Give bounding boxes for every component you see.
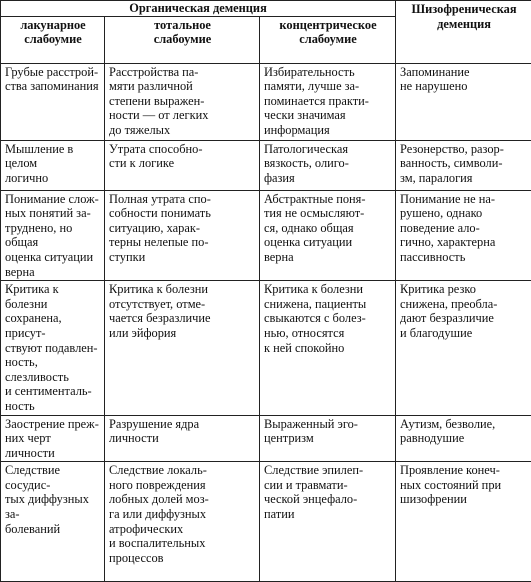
organic-dementia-header: Органическая деменция [1,1,396,17]
table-row [1,415,531,462]
table-cell: Критика к болезни сохранена, присут- ствуют подавлен- ность, слезливость и сентименталь- ность [1,281,105,415]
table-cell: Следствие локаль- ного повреждения лобных долей моз- га или диффузных атрофических и воспалительных процессов [105,462,260,582]
table-cell: Проявление конеч- ных состояний при шизофрении [396,462,531,582]
schizophrenic-dementia-header: Шизофреническая деменция [396,1,531,64]
lacunar-dementia-header: лакунарное слабоумие [1,16,105,63]
table-cell: Понимание слож- ных понятий за- труднено, но общая оценка ситуации верна [1,190,105,281]
table-cell: Понимание не на- рушено, однако поведение ало- гично, характерна пассивность [396,190,531,281]
table-row [1,63,531,140]
table-row [1,462,531,582]
table-row [1,190,531,281]
table-cell: Критика к болезни снижена, пациенты свыкаются с болез- нью, относятся к ней спокойно [260,281,396,415]
table-row [1,140,531,190]
table-cell: Избирательность памяти, лучше за- поминается практи- чески значимая информация [260,63,396,140]
table-header-row [1,1,531,17]
table-cell: Разрушение ядра личности [105,415,260,462]
table-cell: Резонерство, разор- ванность, символи- зм, паралогия [396,140,531,190]
table-cell: Выраженный эго- центризм [260,415,396,462]
table-cell: Следствие сосудис- тых диффузных за- болеваний [1,462,105,582]
table-cell: Абстрактные поня- тия не осмысляют- ся, однако общая оценка ситуации верна [260,190,396,281]
table-cell: Расстройства па- мяти различной степени выражен- ности — от легких до тяжелых [105,63,260,140]
table-cell: Грубые расстрой- ства запоминания [1,63,105,140]
table-cell: Следствие эпилеп- сии и травмати- ческой энцефало- патии [260,462,396,582]
table-cell: Полная утрата спо- собности понимать ситуацию, харак- терны нелепые по- ступки [105,190,260,281]
table-cell: Патологическая вязкость, олиго- фазия [260,140,396,190]
concentric-dementia-header: концентрическое слабоумие [260,16,396,63]
table-cell: Критика к болезни отсутствует, отме- чается безразличие или эйфория [105,281,260,415]
table-row [1,281,531,415]
table-cell: Запоминание не нарушено [396,63,531,140]
table-cell: Заострение преж- них черт личности [1,415,105,462]
table-cell: Критика резко снижена, преобла- дают безразличие и благодушие [396,281,531,415]
table-cell: Аутизм, безволие, равнодушие [396,415,531,462]
table-cell: Мышление в целом логично [1,140,105,190]
total-dementia-header: тотальное слабоумие [105,16,260,63]
table-cell: Утрата способно- сти к логике [105,140,260,190]
